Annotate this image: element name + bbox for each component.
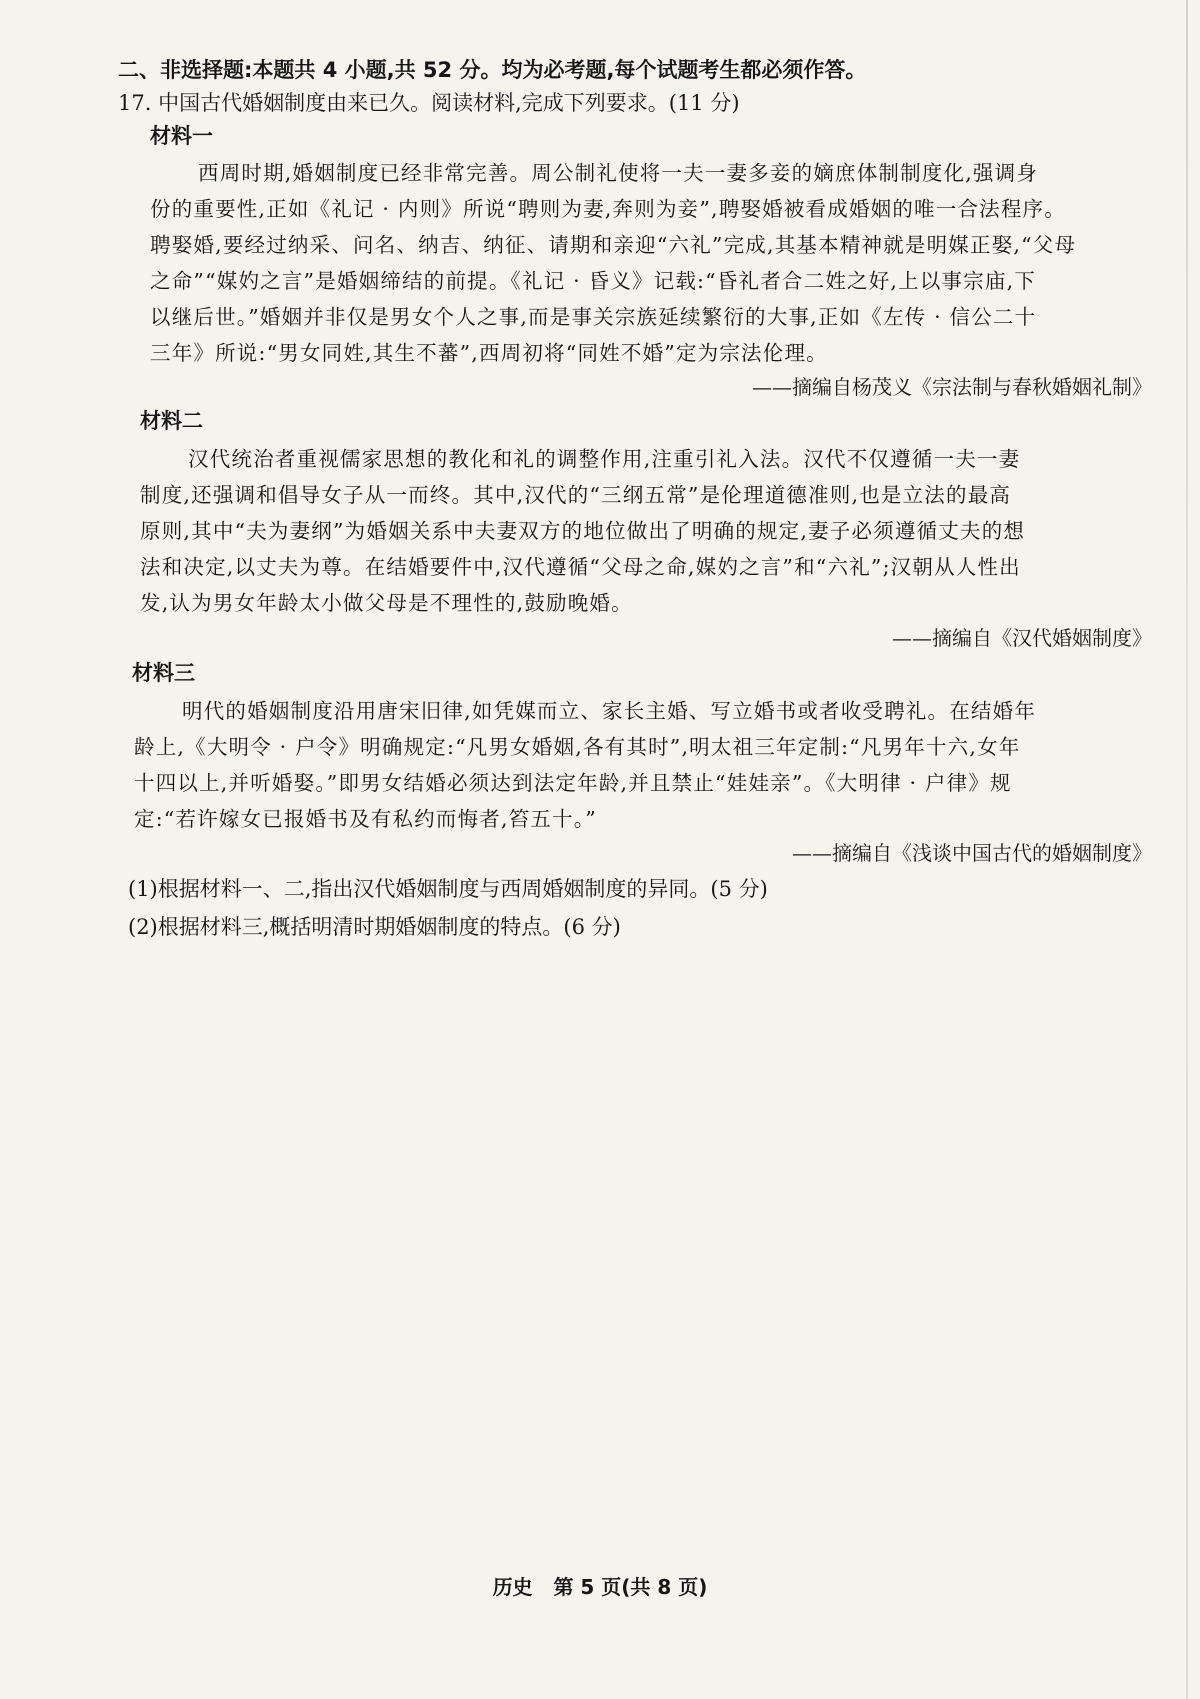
- material-1-line: 三年》所说:“男女同姓,其生不蕃”,西周初将“同姓不婚”定为宗法伦理。: [150, 341, 828, 365]
- material-1-label: 材料一: [150, 124, 213, 148]
- material-2-line: 制度,还强调和倡导女子从一而终。其中,汉代的“三纲五常”是伦理道德准则,也是立法的最高: [140, 483, 1012, 507]
- material-3-line: 明代的婚姻制度沿用唐宋旧律,如凭媒而立、家长主婚、写立婚书或者收受聘礼。在结婚年: [182, 699, 1037, 723]
- material-1-source: ——摘编自杨茂义《宗法制与春秋婚姻礼制》: [752, 375, 1152, 399]
- material-1-line: 聘娶婚,要经过纳采、问名、纳吉、纳征、请期和亲迎“六礼”完成,其基本精神就是明媒正娶,“父母: [150, 233, 1077, 257]
- material-2-line: 法和决定,以丈夫为尊。在结婚要件中,汉代遵循“父母之命,媒妁之言”和“六礼”;汉朝从人性出: [140, 555, 1021, 579]
- material-3-line: 十四以上,并听婚娶。”即男女结婚必须达到法定年龄,并且禁止“娃娃亲”。《大明律 · 户律》规: [134, 771, 1012, 795]
- material-2-line: 汉代统治者重视儒家思想的教化和礼的调整作用,注重引礼入法。汉代不仅遵循一夫一妻: [188, 447, 1021, 471]
- material-1-line: 之命”“媒妁之言”是婚姻缔结的前提。《礼记 · 昏义》记载:“昏礼者合二姓之好,上以事宗庙,下: [150, 269, 1037, 293]
- sub-question-2: (2)根据材料三,概括明清时期婚姻制度的特点。(6 分): [128, 915, 621, 939]
- material-2-line: 原则,其中“夫为妻纲”为婚姻关系中夫妻双方的地位做出了明确的规定,妻子必须遵循丈夫的想: [140, 519, 1026, 543]
- material-3-source: ——摘编自《浅谈中国古代的婚姻制度》: [792, 841, 1152, 865]
- material-3-line: 龄上,《大明令 · 户令》明确规定:“凡男女婚姻,各有其时”,明太祖三年定制:“凡男年十六,女年: [134, 735, 1021, 759]
- material-1-line: 以继后世。”婚姻并非仅是男女个人之事,而是事关宗族延续繁衍的大事,正如《左传 · 信公二十: [150, 305, 1037, 329]
- page-footer: 历史 第 5 页(共 8 页): [492, 1575, 708, 1599]
- section-header: 二、非选择题:本题共 4 小题,共 52 分。均为必考题,每个试题考生都必须作答。: [118, 58, 867, 82]
- material-3-line: 定:“若许嫁女已报婚书及有私约而悔者,笞五十。”: [134, 807, 597, 831]
- material-1-line: 西周时期,婚姻制度已经非常完善。周公制礼使将一夫一妻多妾的嫡庶体制制度化,强调身: [198, 161, 1039, 185]
- material-2-line: 发,认为男女年龄太小做父母是不理性的,鼓励晚婚。: [140, 591, 633, 615]
- material-1-line: 份的重要性,正如《礼记 · 内则》所说“聘则为妻,奔则为妾”,聘娶婚被看成婚姻的唯一合法程序。: [150, 197, 1066, 221]
- material-2-source: ——摘编自《汉代婚姻制度》: [892, 626, 1152, 650]
- material-3-label: 材料三: [132, 661, 195, 685]
- scan-edge: [1186, 0, 1188, 1699]
- question-17-title: 17. 中国古代婚姻制度由来已久。阅读材料,完成下列要求。(11 分): [118, 91, 740, 115]
- sub-question-1: (1)根据材料一、二,指出汉代婚姻制度与西周婚姻制度的异同。(5 分): [128, 877, 768, 901]
- material-2-label: 材料二: [140, 409, 203, 433]
